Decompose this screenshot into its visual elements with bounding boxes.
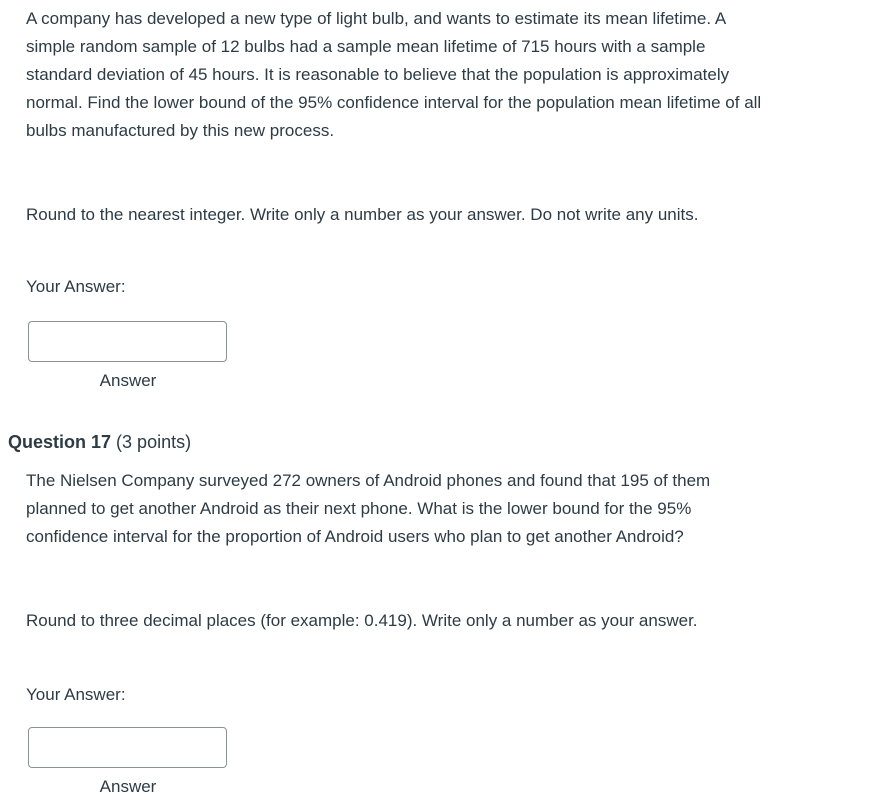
question-16-answer-input[interactable] <box>28 321 227 362</box>
question-16-answer-caption: Answer <box>99 371 157 390</box>
question-17-answer-caption: Answer <box>99 777 157 796</box>
question-17-header <box>8 429 191 455</box>
question-17-title: Question 17 <box>8 432 112 452</box>
question-17-your-answer-label: Your Answer: <box>26 685 126 704</box>
question-16-instructions: Round to the nearest integer. Write only a number as your answer. Do not write any units. <box>26 205 699 224</box>
question-16-your-answer-label: Your Answer: <box>26 277 126 296</box>
question-17-text: The Nielsen Company surveyed 272 owners of Android phones and found that 195 of them planned to get another Android as their next phone. What is the lower bound for the 95% confidence interval for the proportion of Android users who plan to get another Android? <box>26 471 711 546</box>
question-16-text: A company has developed a new type of light bulb, and wants to estimate its mean lifetime. A simple random sample of 12 bulbs had a sample mean lifetime of 715 hours with a sample standard deviation of 45 hours. It is reasonable to believe that the population is approximately normal. Find the lower bound of the 95% confidence interval for the population mean lifetime of all bulbs manufactured by this new process. <box>26 9 762 140</box>
question-17-answer-input[interactable] <box>28 727 227 768</box>
question-17-instructions: Round to three decimal places (for example: 0.419). Write only a number as your answer. <box>26 611 698 630</box>
question-17-points: (3 points) <box>116 432 192 452</box>
